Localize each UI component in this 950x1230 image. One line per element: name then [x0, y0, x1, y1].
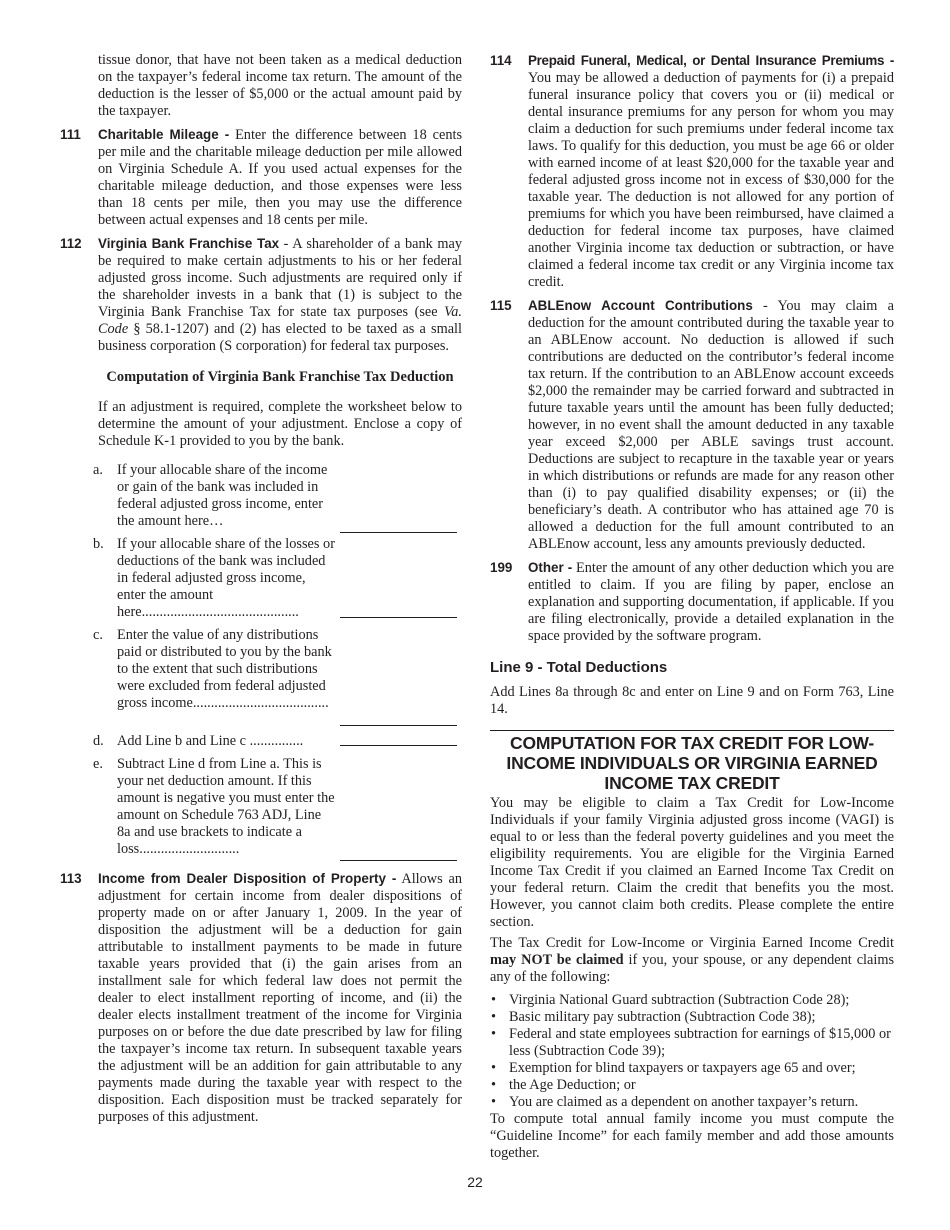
- worksheet-letter: d.: [93, 733, 104, 749]
- worksheet-text: If your allocable share of the income or gain of the bank was included in federal adjusted gross income, enter the amount here…: [117, 462, 328, 529]
- amount-entry-line[interactable]: [340, 532, 457, 533]
- worksheet: [60, 462, 462, 858]
- line9-text: Add Lines 8a through 8c and enter on Line 9 and on Form 763, Line 14.: [490, 684, 894, 717]
- entry-number: 114: [490, 53, 512, 68]
- worksheet-line-a: [93, 462, 462, 530]
- worksheet-letter: c.: [93, 627, 103, 643]
- intro-paragraph: tissue donor, that have not been taken as a medical deduction on the taxpayer’s federal income tax return. The amount of the deduction is the lesser of $5,000 or the actual amount paid by the taxpayer.: [98, 52, 462, 119]
- exclusion-list: [490, 992, 894, 1111]
- entry-title: Charitable Mileage -: [98, 127, 230, 142]
- entry-title: ABLEnow Account Contributions: [528, 298, 753, 313]
- entry-title: Other -: [528, 560, 573, 575]
- amount-entry-line[interactable]: [340, 617, 457, 618]
- worksheet-line-c: [93, 627, 462, 712]
- list-item: • Basic military pay subtraction (Subtraction Code 38);: [490, 1009, 894, 1026]
- worksheet-letter: e.: [93, 756, 103, 772]
- entry-number: 111: [60, 127, 81, 142]
- section-divider: [490, 730, 894, 731]
- amount-entry-line[interactable]: [340, 725, 457, 726]
- entry-title: Virginia Bank Franchise Tax: [98, 236, 280, 251]
- list-item: • Virginia National Guard subtraction (Subtraction Code 28);: [490, 992, 894, 1009]
- entry-text: - A shareholder of a bank may be required to make certain adjustments to his or her federal adjusted gross income. Such adjustments are required only if the shareholder invests in a bank that (1) is subject to the Virginia Bank Franchise Tax for state tax purposes (see: [98, 236, 462, 320]
- entry-text: § 58.1-1207) and (2) has elected to be taxed as a small business corporation (S corporation) for federal tax purposes.: [98, 321, 462, 354]
- right-column: [490, 52, 894, 1162]
- entry-text: Enter the difference between 18 cents per mile and the charitable mileage deduction per mile allowed on Virginia Schedule A. If you used actual expenses for the charitable mileage deduction, and those expenses were less than 18 cents per mile, then you may use the difference between actual expenses and 18 cents per mile.: [98, 127, 463, 228]
- entry-199: [490, 559, 894, 645]
- entry-number: 112: [60, 236, 82, 251]
- entry-text: - You may claim a deduction for the amount contributed during the taxable year to an ABLEnow account. No deduction is allowed if such contributions are deducted on the contributor’s federal income tax return. If the contribution to an ABLEnow account exceeds $2,000 the remainder may be carried forward and subtracted in future taxable years until the amount has been fully deducted; however, in no event shall the amount deducted in any taxable year exceed $2,000 per ABLE savings trust account. Deductions are subject to recapture in the taxable year or years in which distributions or refunds are made for any reason other than (i) to pay qualified disability expenses; or (ii) the beneficiary’s death. A contributor who has attained age 70 is allowed a deduction for the full amount contributed to an ABLEnow account, less any amounts previously deducted.: [528, 298, 894, 552]
- entry-112: [60, 235, 462, 355]
- entry-111: [60, 126, 462, 229]
- worksheet-text: Add Line b and Line c ...............: [117, 733, 304, 749]
- entry-number: 115: [490, 298, 512, 313]
- amount-entry-line[interactable]: [340, 745, 457, 746]
- credit-paragraph-1: You may be eligible to claim a Tax Credit for Low-Income Individuals if your family Virginia adjusted gross income (VAGI) is equal to or less than the federal poverty guidelines and you meet the eligibility requirements. You are eligible for the Virginia Earned Income Tax Credit if you claimed an Earned Income Tax Credit on your federal return. Claim the credit that benefits you the most. However, you cannot claim both credits. Please complete the entire section.: [490, 795, 894, 930]
- worksheet-letter: b.: [93, 536, 104, 552]
- worksheet-text: Subtract Line d from Line a. This is your net deduction amount. If this amount is negative you must enter the amount on Schedule 763 ADJ, Line 8a and use brackets to indicate a loss............................: [117, 756, 335, 857]
- credit-paragraph-2: [490, 935, 894, 986]
- left-column: [60, 52, 462, 1126]
- worksheet-line-b: [93, 536, 462, 621]
- entry-number: 113: [60, 871, 82, 886]
- list-item: • Federal and state employees subtraction for earnings of $15,000 or less (Subtraction Code 39);: [490, 1026, 894, 1060]
- amount-entry-line[interactable]: [340, 860, 457, 861]
- credit-paragraph-2-text: The Tax Credit for Low-Income or Virginia Earned Income Credit: [490, 935, 894, 951]
- worksheet-title: Computation of Virginia Bank Franchise Tax Deduction: [106, 369, 454, 385]
- entry-115: [490, 297, 894, 553]
- entry-text: You may be allowed a deduction of payments for (i) a prepaid funeral insurance policy that covers you or (ii) medical or dental insurance premiums for any person for whom you may claim a deduction for such premiums under federal income tax laws. To qualify for this deduction, you must be age 66 or older with earned income of at least $20,000 for the taxable year and federal adjusted gross income not in excess of $30,000 for the taxable year. The deduction is not allowed for any portion of premiums for which you have been reimbursed, have claimed a deduction for federal income tax purposes, have claimed another Virginia income tax deduction or subtraction, or have claimed a federal income tax credit or any Virginia income tax credit.: [528, 70, 894, 290]
- entry-113: [60, 870, 462, 1126]
- worksheet-line-d: [93, 733, 462, 750]
- entry-title: Income from Dealer Disposition of Property -: [98, 871, 397, 886]
- line9-heading: Line 9 - Total Deductions: [490, 659, 668, 676]
- worksheet-letter: a.: [93, 462, 103, 478]
- credit-emphasis: may NOT be claimed: [490, 952, 624, 968]
- worksheet-intro: If an adjustment is required, complete the worksheet below to determine the amount of your adjustment. Enclose a copy of Schedule K-1 provided to you by the bank.: [98, 399, 462, 449]
- entry-text: Allows an adjustment for certain income from dealer dispositions of property made on or after January 1, 2009. In the year of disposition the adjustment will be a deduction for gain attributable to installment payments to be made in future taxable years provided that (i) the gain arises from an installment sale for which federal law does not permit the dealer to elect installment reporting of income, and (ii) the dealer elects installment treatment of the income for Virginia purposes on or before the due date prescribed by law for filing the taxpayer’s income tax return. In subsequent taxable years the adjustment will be an addition for gain attributable to any payments made during the taxable year with respect to the disposition. Each disposition must be tracked separately for purposes of this adjustment.: [98, 871, 462, 1125]
- worksheet-text: If your allocable share of the losses or deductions of the bank was included in federal adjusted gross income, enter the amount here............................................: [117, 536, 335, 620]
- page-number: 22: [467, 1174, 483, 1190]
- entry-number: 199: [490, 560, 513, 575]
- list-item: • Exemption for blind taxpayers or taxpayers age 65 and over;: [490, 1060, 894, 1077]
- credit-paragraph-2-text: if you, your spouse, or any dependent claims any of the following:: [490, 952, 895, 985]
- entry-citation: Va. Code: [98, 304, 462, 337]
- worksheet-text: Enter the value of any distributions paid or distributed to you by the bank to the extent that such distributions were excluded from federal adjusted gross income......................................: [117, 627, 332, 711]
- worksheet-line-e: [93, 756, 462, 858]
- entry-title: Prepaid Funeral, Medical, or Dental Insurance Premiums -: [528, 53, 894, 68]
- credit-section-heading: COMPUTATION FOR TAX CREDIT FOR LOW-INCOME INDIVIDUALS OR VIRGINIA EARNED INCOME TAX CREDIT: [506, 733, 878, 793]
- credit-paragraph-3: To compute total annual family income you must compute the “Guideline Income” for each family member and add those amounts together.: [490, 1111, 894, 1161]
- entry-114: [490, 52, 894, 291]
- list-item: • the Age Deduction; or: [490, 1077, 894, 1094]
- list-item: • You are claimed as a dependent on another taxpayer’s return.: [490, 1094, 894, 1111]
- entry-text: Enter the amount of any other deduction which you are entitled to claim. If you are filing by paper, enclose an explanation and supporting documentation, if applicable. If you are filing electronically, provide a detailed explanation in the space provided by the software program.: [528, 560, 894, 644]
